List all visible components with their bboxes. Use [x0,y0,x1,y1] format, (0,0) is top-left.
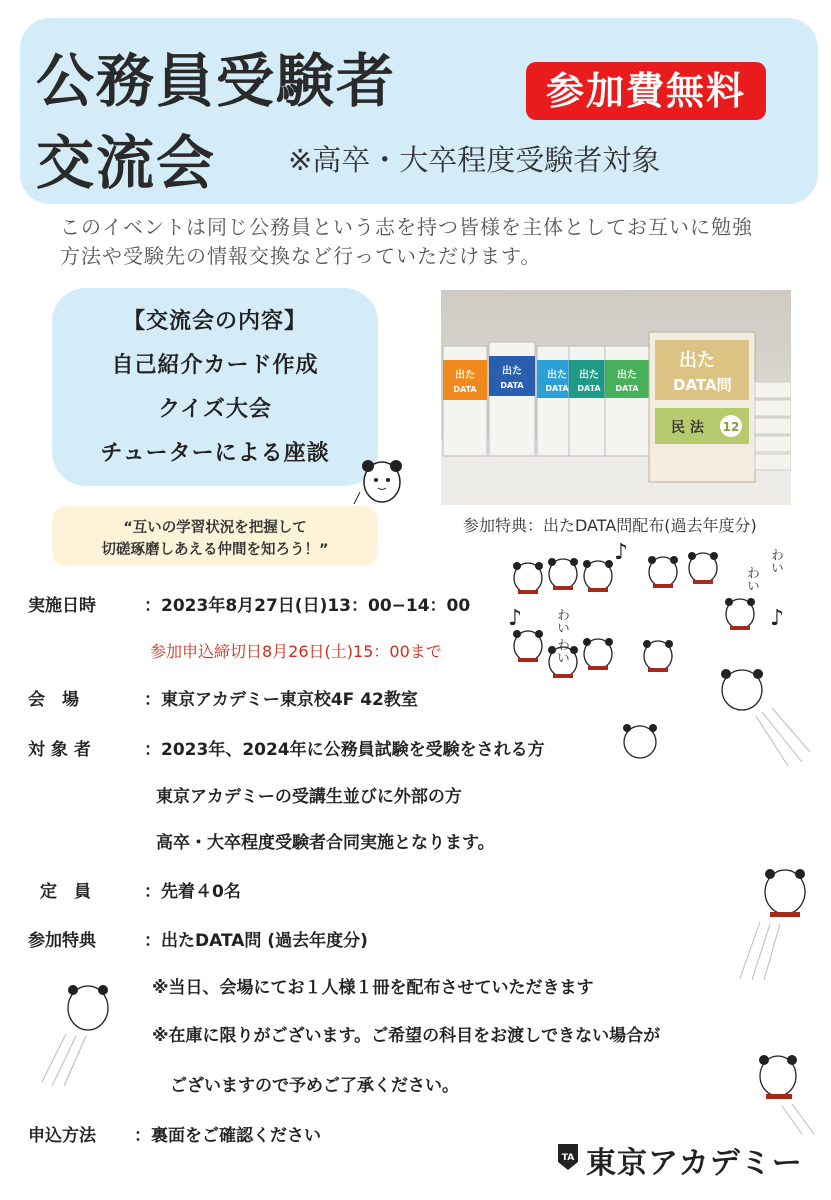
books-illustration [441,290,791,505]
panda-waving-icon [742,1046,822,1136]
svg-text:DATA: DATA [577,384,601,393]
svg-text:12: 12 [722,420,740,434]
svg-text:出た: 出た [617,370,637,381]
svg-text:TA: TA [561,1153,575,1163]
benefit-label: 参加特典 [28,931,96,951]
panda-jumping-icon [36,978,126,1088]
wai-text-3: わい わい [554,608,569,665]
svg-text:民 法: 民 法 [671,420,704,436]
capacity-label: 定 員 [40,882,91,902]
target-label: 対 象 者 [28,740,91,760]
free-badge: 参加費無料 [526,62,766,120]
book-big-civil-law [649,332,755,482]
target-value-1: ：2023年、2024年に公務員試験を受験をされる方 [144,740,545,760]
svg-text:DATA問: DATA問 [673,376,732,394]
benefit-note-1: ※当日、会場にてお１人様１冊を配布させていただきます [152,978,594,998]
target-note: ※高卒・大卒程度受験者対象 [288,143,661,177]
content-item-talk: チューターによる座談 [100,441,330,466]
svg-text:DATA: DATA [500,381,524,390]
benefit-note-2: ※在庫に限りがございます。ご希望の科目をお渡しできない場合が [152,1026,661,1046]
panda-flying-icon [612,662,812,772]
apply-label: 申込方法 [28,1126,96,1146]
music-note-icon-3: ♪ [770,606,785,631]
benefit-note-3: ございますので予めご了承ください。 [170,1076,459,1096]
venue-value: ：東京アカデミー東京校4F 42教室 [144,690,418,710]
content-item-quiz: クイズ大会 [158,397,272,422]
intro-line2: 方法や受験先の情報交換など行っていただけます。 [60,244,542,268]
panda-mascot-icon [352,452,412,507]
books-photo [441,290,791,505]
capacity-value: ：先着４0名 [144,882,241,902]
target-value-3: 高卒・大卒程度受験者合同実施となります。 [156,833,495,853]
svg-text:DATA: DATA [453,385,477,394]
target-value-2: 東京アカデミーの受講生並びに外部の方 [156,787,462,807]
svg-text:出た: 出た [547,370,567,381]
deadline-text: 参加申込締切日8月26日(土)15：00まで [150,642,442,661]
venue-label: 会 場 [28,690,79,710]
page-title-line1: 公務員受験者 [36,47,397,115]
book-1 [443,346,487,456]
apply-value: ：裏面をご確認ください [134,1126,321,1146]
slogan-line1: “互いの学習状況を把握して [123,520,307,536]
book-2 [489,342,535,456]
book-4 [569,346,609,456]
page-title-line2: 交流会 [36,129,217,197]
svg-text:出た: 出た [579,370,599,381]
benefit-value: ：出たDATA問 (過去年度分) [144,931,368,951]
book-5 [605,346,649,456]
svg-text:出た: 出た [502,366,522,377]
svg-text:DATA: DATA [545,384,569,393]
tokyo-academy-logo-icon [556,1142,580,1172]
svg-text:出た: 出た [679,350,715,371]
slogan-line2: 切磋琢磨しあえる仲間を知ろう！” [101,542,329,558]
intro-text [60,213,780,271]
content-heading: 【交流会の内容】 [122,309,307,334]
music-note-icon: ♪ [614,540,629,565]
svg-text:DATA: DATA [615,384,639,393]
date-label: 実施日時 [28,596,96,616]
music-note-icon-2: ♪ [508,606,523,631]
tokyo-academy-logo-text: 東京アカデミー [586,1146,803,1181]
date-value: ：2023年8月27日(日)13：00−14：00 [144,596,471,616]
photo-caption: 参加特典：出たDATA問配布(過去年度分) [463,516,757,535]
wai-text-1: わい [768,548,783,574]
svg-text:出た: 出た [455,370,475,381]
header-banner [20,18,818,204]
wai-text-2: わい [744,566,759,592]
slogan-box [52,506,378,566]
content-item-self-intro: 自己紹介カード作成 [111,353,319,378]
intro-line1: このイベントは同じ公務員という志を持つ皆様を主体としてお互いに勉強 [60,215,753,239]
panda-falling-icon [730,862,820,982]
content-box [52,288,378,486]
